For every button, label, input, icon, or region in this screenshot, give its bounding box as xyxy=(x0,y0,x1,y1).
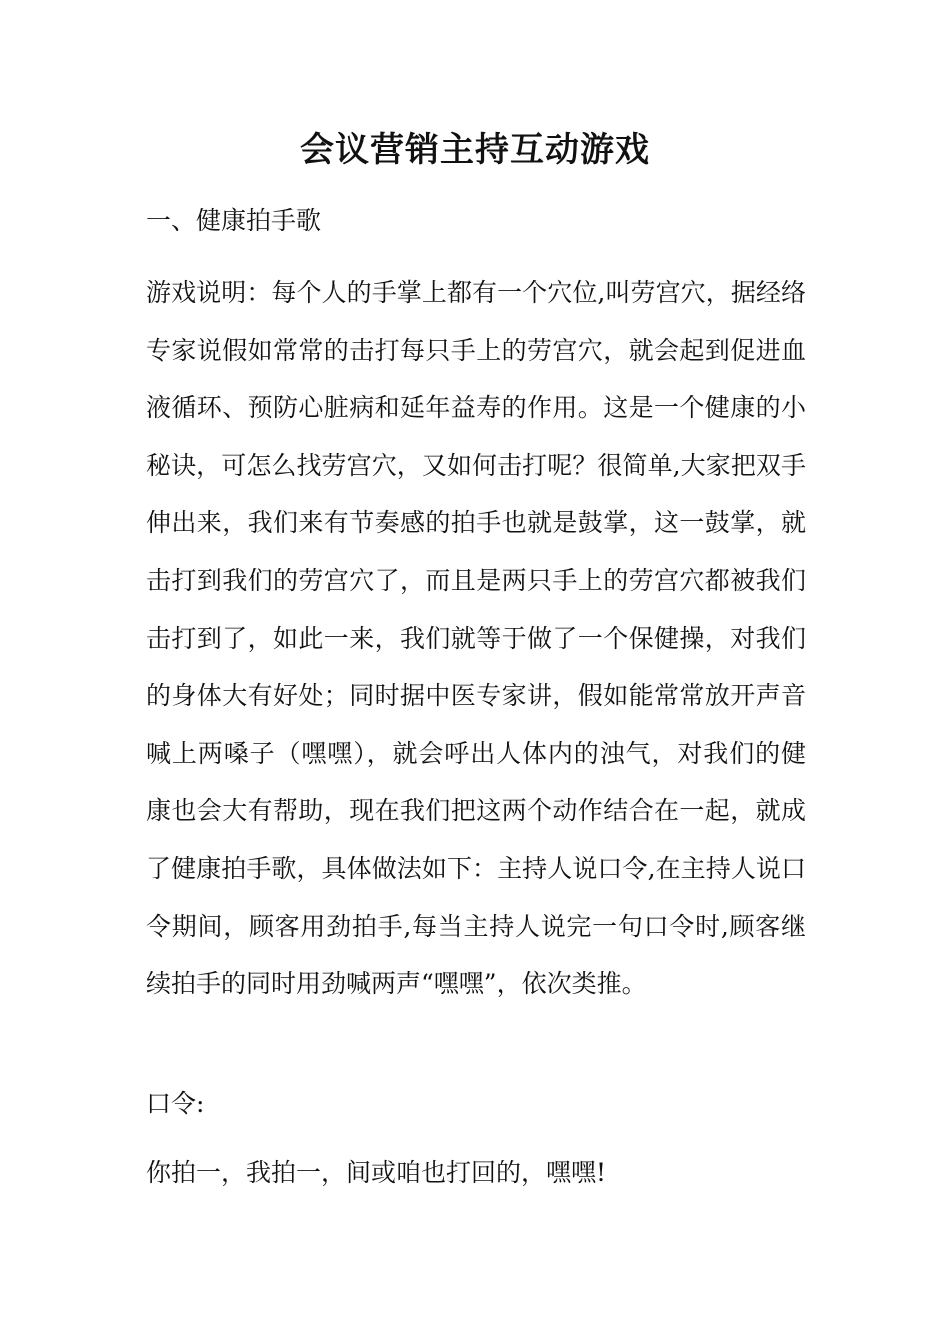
section-heading: 一、健康拍手歌 xyxy=(146,206,322,235)
command-label: 口令: xyxy=(146,1089,205,1118)
chant-line: 你拍一，我拍一，间或咱也打回的，嘿嘿! xyxy=(146,1158,607,1187)
game-description-paragraph: 游戏说明：每个人的手掌上都有一个穴位,叫劳宫穴，据经络专家说假如常常的击打每只手上的劳宫穴，就会起到促进血液循环、预防心脏病和延年益寿的作用。这是一个健康的小秘诀，可怎么找劳宫穴，又如何击打呢？很简单,大家把双手伸出来，我们来有节奏感的拍手也就是鼓掌，这一鼓掌，就击打到我们的劳宫穴了，而且是两只手上的劳宫穴都被我们击打到了，如此一来，我们就等于做了一个保健操，对我们的身体大有好处；同时据中医专家讲，假如能常常放开声音喊上两嗓子（嘿嘿），就会呼出人体内的浊气，对我们的健康也会大有帮助，现在我们把这两个动作结合在一起，就成了健康拍手歌，具体做法如下：主持人说口令,在主持人说口令期间，顾客用劲拍手,每当主持人说完一句口令时,顾客继续拍手的同时用劲喊两声“嘿嘿”，依次类推。 xyxy=(146,278,806,999)
document-title: 会议营销主持互动游戏 xyxy=(300,130,650,170)
